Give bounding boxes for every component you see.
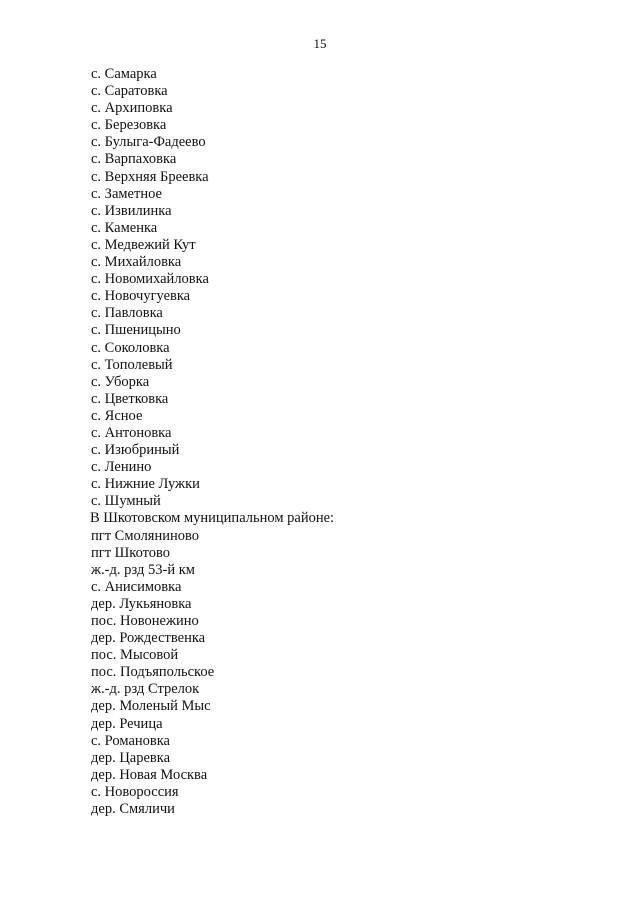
settlement-item: с. Новомихайловка [91,271,209,288]
settlement-item: дер. Речица [91,715,163,732]
settlement-item: с. Саратовка [91,83,168,100]
settlement-item: ж.-д. рзд Стрелок [91,681,200,698]
settlement-item: с. Соколовка [91,339,170,356]
settlement-item: пос. Подъяпольское [91,664,215,681]
settlement-item: с. Верхняя Бреевка [91,168,209,185]
settlement-item: с. Заметное [91,185,162,202]
settlement-item: дер. Новая Москва [91,766,208,783]
settlement-item: с. Изюбриный [91,442,180,459]
settlement-item: пгт Смоляниново [91,527,200,544]
settlement-item: с. Каменка [91,219,158,236]
settlement-item: дер. Моленый Мыс [91,698,211,715]
settlement-item: с. Анисимовка [91,578,182,595]
settlement-item: пос. Мысовой [91,647,179,664]
settlement-item: с. Уборка [91,373,150,390]
settlement-item: пгт Шкотово [91,544,171,561]
settlement-item: дер. Лукьяновка [91,595,192,612]
settlement-item: с. Новороссия [91,783,179,800]
settlement-item: с. Антоновка [91,424,172,441]
settlement-item: пос. Новонежино [91,613,199,629]
settlement-item: дер. Царевка [91,749,171,766]
settlement-item: с. Михайловка [91,254,182,271]
settlement-item: с. Тополевый [91,356,173,373]
settlement-item: с. Варпаховка [91,151,177,168]
settlement-item: с. Нижние Лужки [91,476,200,493]
settlement-item: с. Березовка [91,117,167,134]
settlement-item: с. Новочугуевка [91,288,191,305]
settlement-item: с. Самарка [91,66,157,82]
settlement-item: с. Извилинка [91,202,172,219]
settlement-item: с. Цветковка [91,390,169,407]
settlement-item: с. Романовка [91,732,170,749]
settlement-item: с. Булыга-Фадеево [91,134,206,151]
settlement-item: дер. Рождественка [91,630,206,647]
settlement-item: с. Ясное [91,407,143,424]
settlement-item: с. Павловка [91,305,163,322]
page-number: 15 [313,36,327,51]
settlement-item: ж.-д. рзд 53-й км [91,561,195,578]
settlement-item: с. Ленино [91,459,152,476]
settlement-item: с. Архиповка [91,100,173,117]
settlement-item: с. Пшеницыно [91,322,181,339]
settlement-item: с. Медвежий Кут [91,236,196,253]
settlement-item: с. Шумный [91,493,161,510]
settlement-item: дер. Смяличи [91,801,175,818]
settlement-list [90,66,334,818]
district-heading: В Шкотовском муниципальном районе: [90,510,335,527]
